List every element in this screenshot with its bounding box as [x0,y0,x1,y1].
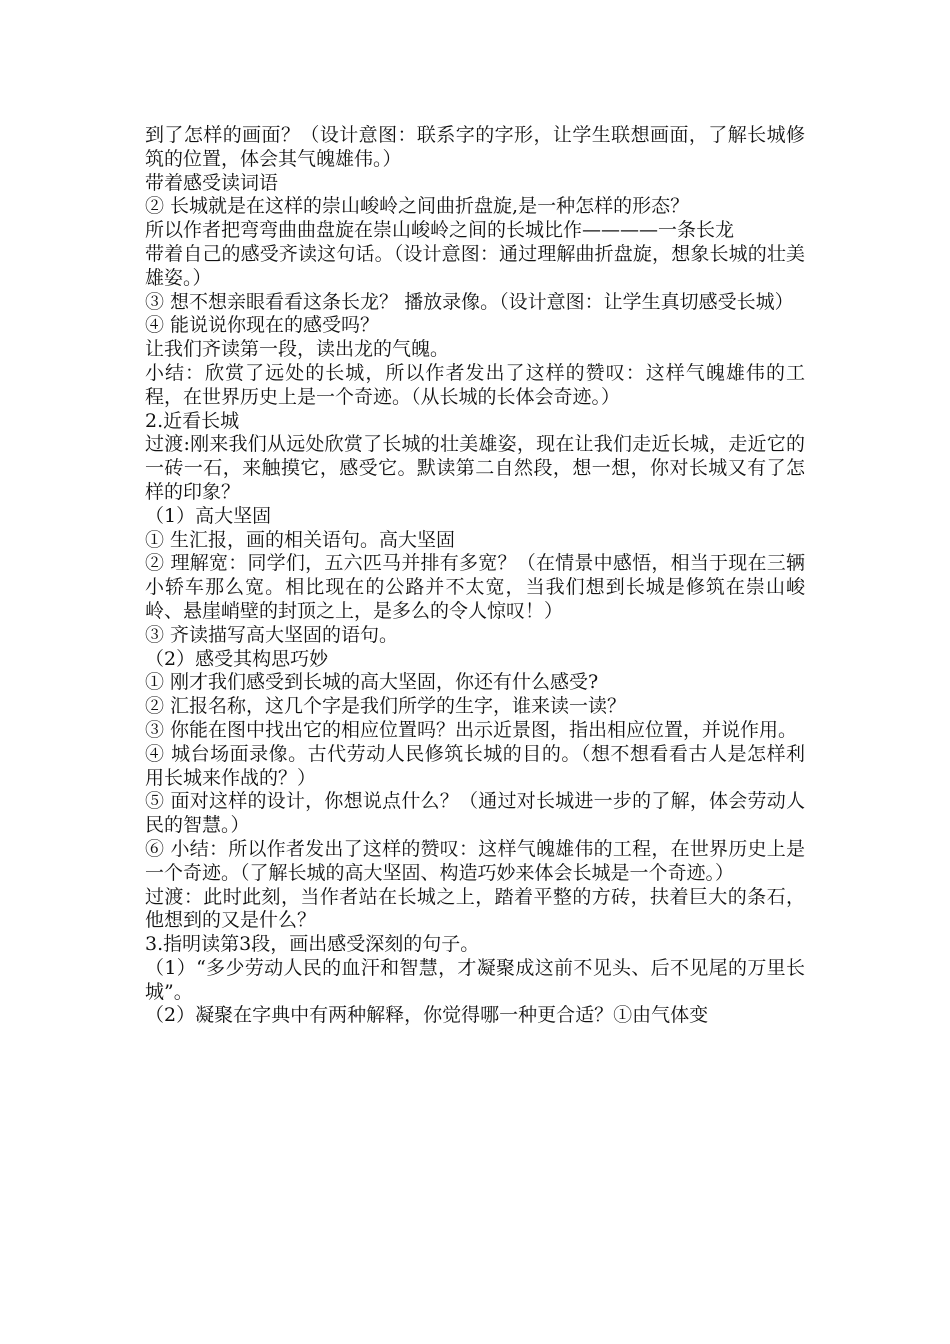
paragraph-item-2: ② 理解宽：同学们，五六匹马并排有多宽？（在情景中感悟，相当于现在三辆小轿车那么宽。相比现在的公路并不太宽，当我们想到长城是修筑在崇山峻岭、悬崖峭壁的封顶之上，是多么的令人惊叹！） [145,552,805,622]
subheading-tall-solid: （1）高大坚固 [145,504,272,527]
paragraph-summary-1: 小结：欣赏了远处的长城，所以作者发出了这样的赞叹：这样气魄雄伟的工程，在世界历史上是一个奇迹。（从长城的长体会奇迹。） [145,361,805,408]
paragraph-dragon-metaphor: 所以作者把弯弯曲曲盘旋在崇山峻岭之间的长城比作————一条长龙 [145,219,735,242]
paragraph-design-item-3: ③ 你能在图中找出它的相应位置吗？出示近景图，指出相应位置，并说作用。 [145,718,798,741]
paragraph-transition-1: 过渡:刚来我们从远处欣赏了长城的壮美雄姿，现在让我们走近长城，走近它的一砖一石，来触摸它，感受它。默读第二自然段，想一想，你对长城又有了怎样的印象？ [145,433,805,503]
subheading-ingenious-design: （2）感受其构思巧妙 [145,647,329,670]
paragraph-design-item-6: ⑥ 小结：所以作者发出了这样的赞叹：这样气魄雄伟的工程，在世界历史上是一个奇迹。（了解长城的高大坚固、构造巧妙来体会长城是一个奇迹。） [145,837,805,884]
paragraph-step-4-feelings: ④ 能说说你现在的感受吗？ [145,314,380,337]
paragraph-read-words: 带着感受读词语 [145,171,279,194]
paragraph-step-2-question: ② 长城就是在这样的崇山峻岭之间曲折盘旋,是一种怎样的形态？ [145,195,690,218]
paragraph-read-sentence: 带着自己的感受齐读这句话。（设计意图：通过理解曲折盘旋，想象长城的壮美雄姿。） [145,242,805,289]
paragraph-transition-2: 过渡：此时此刻，当作者站在长城之上，踏着平整的方砖，扶着巨大的条石，他想到的又是什么？ [145,885,805,932]
section-heading-3: 3.指明读第3段，画出感受深刻的句子。 [145,933,480,956]
paragraph-design-item-4: ④ 城台场面录像。古代劳动人民修筑长城的目的。（想不想看看古人是怎样利用长城来作战的？） [145,742,805,789]
paragraph-design-intent-1: 到了怎样的画面？（设计意图：联系字的字形，让学生联想画面，了解长城修筑的位置，体会其气魄雄伟。） [145,124,805,170]
paragraph-design-item-5: ⑤ 面对这样的设计，你想说点什么？（通过对长城进一步的了解，体会劳动人民的智慧。） [145,790,805,837]
paragraph-item-1: ① 生汇报，画的相关语句。高大坚固 [145,528,456,551]
paragraph-step-3-video: ③ 想不想亲眼看看这条长龙？ 播放录像。（设计意图：让学生真切感受长城） [145,290,794,313]
paragraph-design-item-2: ② 汇报名称，这几个字是我们所学的生字，谁来读一读？ [145,695,627,718]
paragraph-read-first-section: 让我们齐读第一段，读出龙的气魄。 [145,338,450,361]
paragraph-definition: （2）凝聚在字典中有两种解释，你觉得哪一种更合适？①由气体变 [145,1004,709,1027]
paragraph-quote: （1）“多少劳动人民的血汗和智慧，才凝聚成这前不见头、后不见尾的万里长城”。 [145,956,805,1003]
document-body [145,124,805,1028]
section-heading-2: 2.近看长城 [145,409,240,432]
paragraph-item-3: ③ 齐读描写高大坚固的语句。 [145,623,399,646]
paragraph-design-item-1: ① 刚才我们感受到长城的高大坚固，你还有什么感受? [145,671,599,694]
